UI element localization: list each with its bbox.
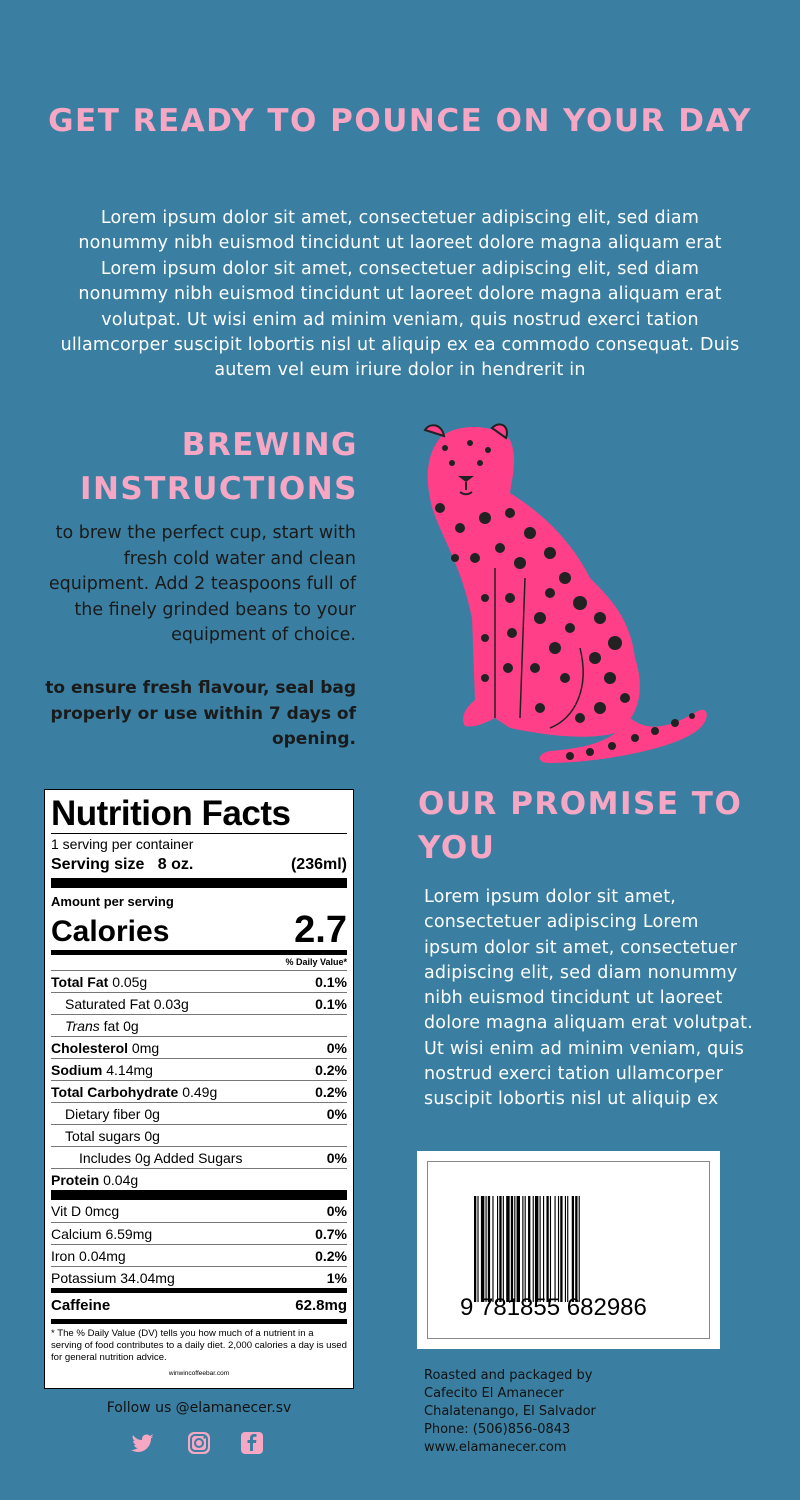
- caffeine-row: Caffeine 62.8mg: [51, 1297, 347, 1314]
- potassium-row: Potassium 34.04mg 1%: [51, 1266, 347, 1288]
- cholesterol-row: Cholesterol 0mg 0%: [51, 1036, 347, 1058]
- barcode-bar: [506, 1196, 509, 1302]
- barcode-bar: [481, 1196, 484, 1302]
- barcode-bar: [572, 1196, 574, 1302]
- barcode-bar: [474, 1196, 476, 1302]
- nutrition-facts-label: [44, 789, 354, 1389]
- barcode-bar: [497, 1196, 498, 1302]
- intro-text: Lorem ipsum dolor sit amet, consectetuer adipiscing elit, sed diam nonummy nibh euismod tincidunt ut laoreet dolore magna aliquam erat Lorem ipsum dolor sit amet, consectetuer adipiscing elit, sed diam nonummy nibh euismod tincidunt ut laoreet dolore magna aliquam erat volutpat. Ut wisi enim ad minim veniam, quis nostrud exerci tation ullamcorper suscipit lobortis nisl ut aliquip ex ea commodo consequat. Duis autem vel eum iriure dolor in hendrerit in: [60, 208, 740, 381]
- calories-value: 2.7: [294, 909, 347, 951]
- barcode-bar: [575, 1196, 577, 1302]
- barcode-bar: [535, 1196, 538, 1302]
- barcode-bar: [477, 1196, 478, 1302]
- barcode-bar: [511, 1196, 513, 1302]
- instagram-icon[interactable]: [186, 1430, 212, 1456]
- fiber-row: Dietary fiber 0g 0%: [51, 1102, 347, 1124]
- protein-row: Protein 0.04g: [51, 1168, 347, 1190]
- roaster-line-2: Cafecito El Amanecer: [424, 1386, 564, 1401]
- cheetah-illustration: [400, 418, 710, 770]
- serving-size: [51, 854, 347, 876]
- added-sugars-row: Includes 0g Added Sugars 0%: [51, 1146, 347, 1168]
- follow-us-text: Follow us @elamanecer.sv: [106, 1400, 292, 1416]
- twitter-icon[interactable]: [130, 1430, 156, 1456]
- barcode-bar: [558, 1196, 559, 1302]
- serving-size-oz: 8 oz.: [157, 856, 194, 873]
- promise-text: Lorem ipsum dolor sit amet, consectetuer adipiscing Lorem ipsum dolor sit amet, consectetuer adipiscing elit, sed diam nonummy nibh euismod tincidunt ut laoreet dolore magna aliquam erat volutpat. Ut wisi enim ad minim veniam, quis nostrud exerci tation ullamcorper suscipit lobortis nisl ut aliquip ex: [424, 887, 754, 1110]
- amount-per-serving: Amount per serving: [51, 894, 174, 909]
- barcode-bar: [492, 1196, 493, 1302]
- barcode-bar: [540, 1196, 541, 1302]
- sugars-row: Total sugars 0g: [51, 1124, 347, 1146]
- barcode-bar: [555, 1196, 556, 1302]
- roaster-website[interactable]: www.elamanecer.com: [424, 1440, 567, 1455]
- barcode-bar: [565, 1196, 566, 1302]
- barcode-bar: [550, 1196, 551, 1302]
- barcode-bar: [533, 1196, 534, 1302]
- brewing-title: BREWING INSTRUCTIONS: [79, 427, 358, 507]
- vitamin-d-row: Vit D 0mcg 0%: [51, 1203, 347, 1219]
- barcode-bar: [567, 1196, 568, 1302]
- barcode-bar: [522, 1196, 523, 1302]
- freshness-note: to ensure fresh flavour, seal bag properly or use within 7 days of opening.: [45, 678, 356, 750]
- calories-label: Calories: [51, 915, 170, 948]
- calcium-row: Calcium 6.59mg 0.7%: [51, 1222, 347, 1244]
- barcode-bar: [560, 1196, 562, 1302]
- promise-title: OUR PROMISE TO YOU: [418, 786, 743, 866]
- sodium-row: Sodium 4.14mg 0.2%: [51, 1058, 347, 1080]
- barcode-bar: [543, 1196, 544, 1302]
- headline: GET READY TO POUNCE ON YOUR DAY: [48, 103, 752, 139]
- servings-per-container: 1 serving per container: [51, 836, 194, 852]
- barcode-bar: [528, 1196, 530, 1302]
- carbohydrate-row: Total Carbohydrate 0.49g 0.2%: [51, 1080, 347, 1102]
- saturated-fat-row: Saturated Fat 0.03g 0.1%: [51, 992, 347, 1014]
- label-site: winwincoffeebar.com: [168, 1370, 230, 1377]
- brewing-text: to brew the perfect cup, start with fresh cold water and clean equipment. Add 2 teaspoons full of the finely grinded beans to your equipment of choice.: [48, 523, 356, 646]
- roaster-info: [424, 1367, 724, 1457]
- barcode-bar: [499, 1196, 501, 1302]
- barcode-bar: [486, 1196, 487, 1302]
- barcode-sticker: [417, 1151, 720, 1349]
- serving-size-label: Serving size: [51, 856, 145, 873]
- barcode-bar: [488, 1196, 490, 1302]
- calories-row: [51, 909, 347, 951]
- daily-value-footnote: * The % Daily Value (DV) tells you how much of a nutrient in a serving of food contributes to a daily diet. 2,000 calories a day is used for general nutrition advice.: [51, 1328, 347, 1363]
- barcode-bar: [503, 1196, 504, 1302]
- barcode-number: 9 781855 682986: [460, 1294, 647, 1321]
- iron-row: Iron 0.04mg 0.2%: [51, 1244, 347, 1266]
- barcode-bar: [579, 1196, 580, 1302]
- barcode-bar: [517, 1196, 520, 1302]
- trans-fat-row: Trans fat 0g: [51, 1014, 347, 1036]
- serving-size-ml: (236ml): [290, 856, 347, 873]
- barcode-bar: [546, 1196, 548, 1302]
- barcode-bars: [474, 1196, 684, 1302]
- total-fat-row: Total Fat 0.05g 0.1%: [51, 970, 347, 992]
- barcode-bar: [525, 1196, 526, 1302]
- nutrition-title: Nutrition Facts: [51, 794, 291, 833]
- roaster-phone: Phone: (506)856-0843: [424, 1422, 571, 1437]
- facebook-icon[interactable]: [239, 1430, 265, 1456]
- daily-value-header: % Daily Value*: [285, 957, 347, 967]
- roaster-line-1: Roasted and packaged by: [424, 1368, 593, 1383]
- roaster-line-3: Chalatenango, El Salvador: [424, 1404, 596, 1419]
- barcode-bar: [514, 1196, 515, 1302]
